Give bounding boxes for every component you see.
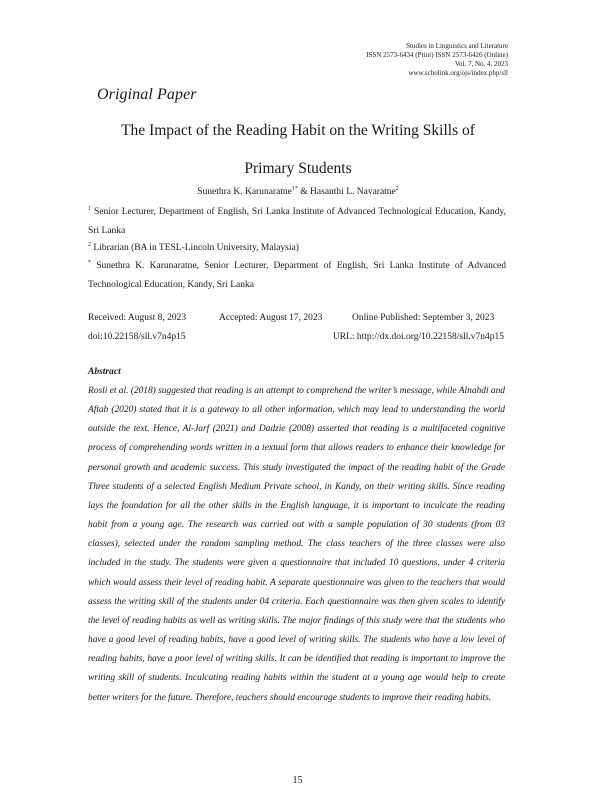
affiliation-2 (88, 239, 506, 258)
journal-name: Studies in Linguistics and Literature (406, 42, 508, 50)
title-line-1: The Impact of the Reading Habit on the Writing Skills of (121, 122, 475, 139)
journal-header (366, 42, 508, 78)
doi-url[interactable]: URL: http://dx.doi.org/10.22158/sll.v7n4p15 (332, 332, 504, 342)
author-separator: & (297, 187, 311, 197)
corresponding-author (88, 257, 506, 295)
corresponding-author-text: Sunethra K. Karunaratne, Senior Lecturer, Department of English, Sri Lanka Institute of Advanced Technological Education, Kandy, Sri Lanka (88, 261, 507, 290)
affiliation-1-text: Senior Lecturer, Department of English, Sri Lanka Institute of Advanced Technological Education, Kandy, Sri Lanka (88, 207, 506, 236)
abstract-heading: Abstract (88, 367, 121, 377)
author-2: Hasanthi L. Navaratne (310, 187, 396, 197)
page-number: 15 (292, 775, 303, 786)
journal-volume: Vol. 7, No. 4, 2023 (454, 60, 508, 68)
accepted-date: Accepted: August 17, 2023 (219, 313, 323, 323)
author-1-mark: 1* (291, 185, 298, 192)
affiliation-2-mark: 2 (88, 241, 91, 248)
affiliation-1 (88, 203, 506, 241)
author-1: Sunethra K. Karunaratne (197, 187, 292, 197)
author-line (88, 186, 508, 198)
paper-type: Original Paper (97, 86, 197, 103)
author-2-mark: 2 (395, 185, 399, 192)
title-line-2: Primary Students (244, 160, 352, 177)
doi: doi:10.22158/sll.v7n4p15 (88, 332, 186, 342)
corresponding-author-mark: * (88, 259, 91, 266)
journal-issn: ISSN 2573-6434 (Print) ISSN 2573-6426 (Online) (366, 51, 508, 59)
received-date: Received: August 8, 2023 (88, 313, 187, 323)
abstract-body: Rosli et al. (2018) suggested that reading is an attempt to comprehend the writer’s message, while Alnahdi and Aftab (2020) stated that it is a gateway to all other information, which may lead to understanding the world outside the text. Hence, Al-Jarf (2021) and Dadzie (2008) asserted that reading is a multifaceted cognitive process of comprehending words written in a textual form that allows readers to enhance their knowledge for personal growth and academic success. This study investigated the impact of the reading habit of the Grade Three students of a selected English Medium Private school, in Kandy, on their writing skills. Since reading lays the foundation for all the other skills in the English language, it is important to inculcate the reading habit from a young age. The research was carried out with a sample population of 30 students (from 03 classes), selected under the random sampling method. The class teachers of the three classes were also included in the study. The students were given a questionnaire that included 10 questions, under 4 criteria which would assess their level of reading habit. A separate questionnaire was given to the teachers that would assess the writing skill of the students under 04 criteria. Each questionnaire was then given scales to identify the level of reading habits as well as writing skills. The major findings of this study were that the students who have a good level of reading habits, have a good level of writing skills. The students who have a low level of reading habits, have a poor level of writing skills. It can be identified that reading is important to improve the writing skill of students. Inculcating reading habits within the student at a young age would help to create better writers for the future. Therefore, teachers should encourage students to improve their reading habits. (88, 386, 505, 703)
affiliation-1-mark: 1 (88, 205, 91, 212)
journal-url[interactable]: www.scholink.org/ojs/index.php/sll (408, 69, 508, 77)
published-date: Online Published: September 3, 2023 (352, 313, 495, 323)
affiliation-2-text: Librarian (BA in TESL-Lincoln University, Malaysia) (93, 243, 299, 253)
